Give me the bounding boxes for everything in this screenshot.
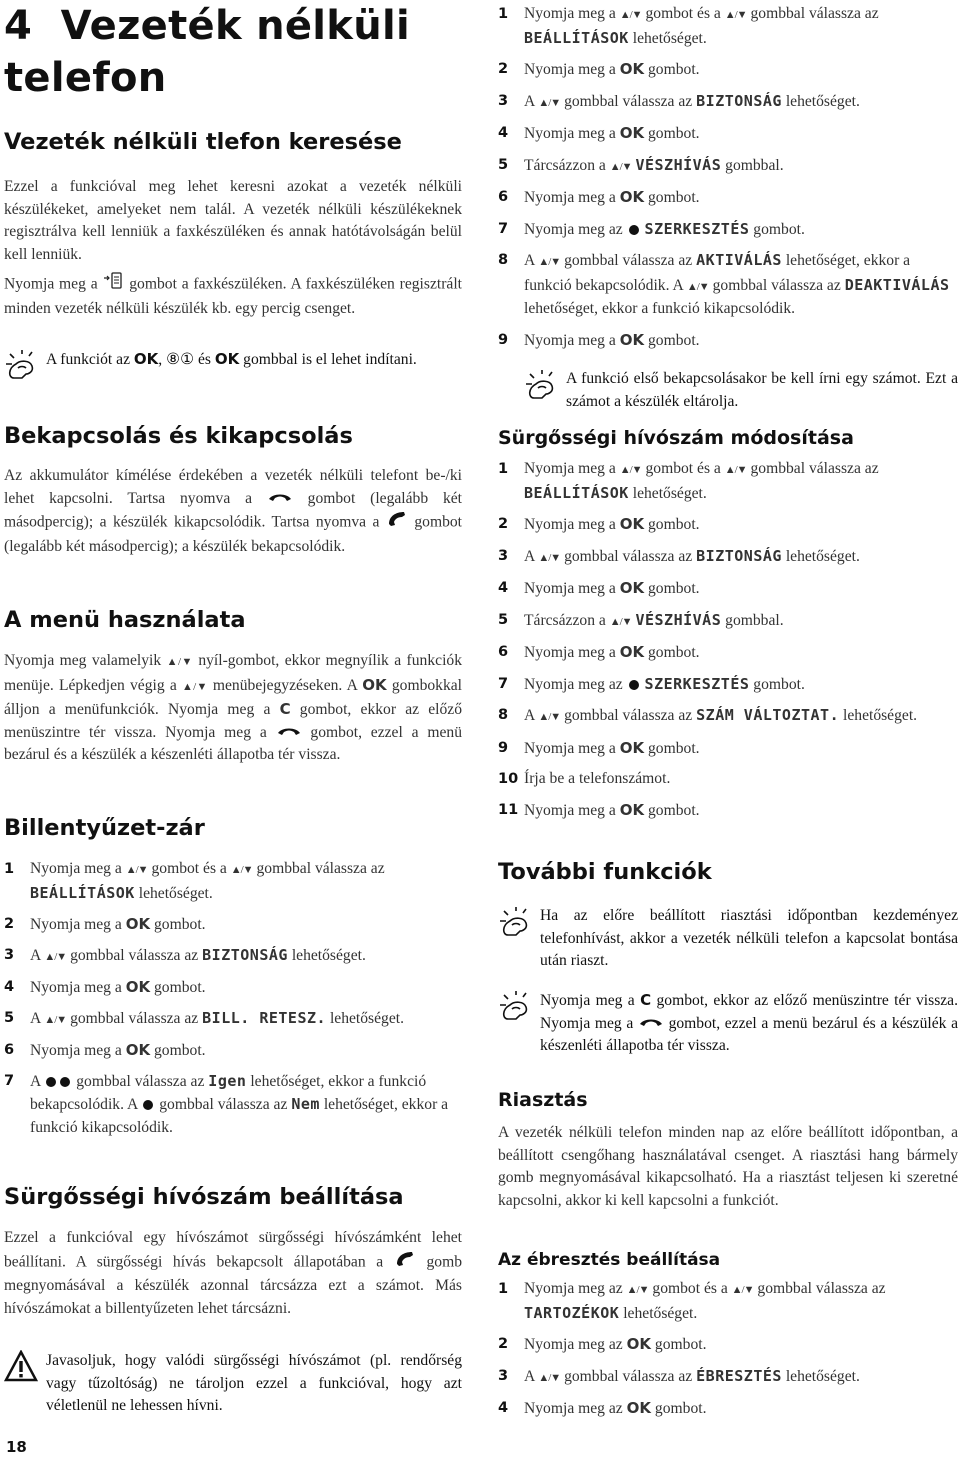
step-text-part: Nyomja meg a	[524, 125, 616, 142]
step-number: 6	[498, 644, 509, 660]
step-item	[498, 90, 958, 115]
chapter-title-line2: telefon	[4, 55, 167, 101]
up-down-arrows-icon: ▲/▼	[686, 280, 709, 293]
step-item	[498, 58, 958, 82]
ok-key: OK	[133, 350, 159, 368]
display-text: BILL. RETESZ.	[202, 1008, 327, 1027]
more-tip-2: Nyomja meg a C gombot, ekkor az előző menüszintre tér vissza. Nyomja meg a gombot, ezzel a menü bezárul és a készülék a készenléti állapotba tér vissza.	[498, 989, 958, 1058]
step-text-part: A	[30, 1009, 41, 1027]
step-number: 2	[4, 915, 15, 932]
step-text-part: Nyomja meg az	[524, 220, 623, 238]
ok-key: OK	[214, 350, 240, 368]
step-item	[498, 249, 958, 321]
step-text-part: gombbal válassza az	[750, 460, 879, 477]
ok-key: OK	[125, 977, 151, 996]
step-text	[524, 545, 958, 570]
step-text	[524, 218, 958, 242]
step-text-part: Nyomja meg az	[524, 1280, 623, 1297]
tip-lightbulb-icon	[4, 348, 46, 387]
step-text-part: lehetőséget.	[291, 946, 366, 964]
step-text-part: Nyomja meg a	[30, 978, 122, 996]
alarm-heading: Riasztás	[498, 1089, 588, 1111]
step-text	[524, 458, 958, 505]
ok-key: OK	[619, 188, 645, 206]
step-text-part: A	[30, 946, 41, 964]
step-number: 2	[498, 1336, 509, 1352]
ok-key: OK	[619, 579, 645, 597]
keylock-steps	[4, 858, 462, 1147]
step-item	[498, 513, 958, 537]
display-text: BEÁLLÍTÁSOK	[30, 883, 135, 902]
onoff-heading: Bekapcsolás és kikapcsolás	[4, 423, 353, 449]
step-text-part: gombot.	[648, 739, 700, 757]
step-text-part: Nyomja meg a	[524, 580, 616, 597]
up-down-arrows-icon: ▲/▼	[166, 656, 193, 668]
search-para1: Ezzel a funkcióval meg lehet keresni azokat a vezeték nélküli készülékeket, amelyeket nem talál. A vezeték nélküli készülékeknek regisztrálva kell lenniük a faxkészüléken és annak hatótávolságán belül kell lenniük.	[4, 178, 462, 263]
emergency-warning: Javasoljuk, hogy valódi sürgősségi hívószámot (pl. rendőrség vagy tűzoltóság) ne tároljon ezzel a funkcióval, hogy azt véletlenül ne lehessen hívni.	[4, 1350, 462, 1418]
step-text-part: Nyomja meg a	[524, 516, 616, 533]
keylock-heading: Billentyűzet-zár	[4, 815, 205, 841]
step-number: 4	[4, 978, 15, 995]
step-text	[524, 799, 958, 823]
step-number: 7	[498, 220, 509, 237]
step-text-part: A	[524, 252, 535, 269]
step-item	[4, 858, 462, 905]
step-item	[498, 1397, 958, 1421]
select-dot-icon	[627, 221, 641, 238]
step-text-part: Nyomja meg a	[524, 5, 616, 22]
step-text	[30, 858, 462, 905]
step-text-part: A	[524, 547, 535, 565]
step-number: 4	[498, 580, 509, 596]
step-number: 6	[498, 189, 509, 205]
step-item	[4, 976, 462, 1000]
display-text: BIZTONSÁG	[202, 945, 288, 964]
display-text: TARTOZÉKOK	[524, 1303, 620, 1322]
search-heading: Vezeték nélküli tlefon keresése	[4, 129, 402, 155]
step-item	[498, 154, 958, 179]
step-text-part: gombot.	[654, 1336, 707, 1353]
key-sequence: ⑧①	[166, 351, 195, 368]
step-text-part: gombbal válassza az	[159, 1096, 288, 1113]
step-number: 3	[4, 946, 15, 963]
ok-key: OK	[626, 1335, 652, 1353]
step-text-part: Nyomja meg a	[524, 189, 616, 206]
step-number: 4	[498, 125, 509, 141]
step-text-part: lehetőséget, ekkor a funkció bekapcsolódik. A	[30, 1072, 427, 1113]
step-text	[30, 1007, 462, 1032]
step-text	[524, 577, 958, 601]
step-item	[4, 1007, 462, 1032]
step-number: 9	[498, 331, 509, 348]
tip-lightbulb-icon	[524, 368, 566, 407]
display-text: SZÁM VÁLTOZTAT.	[696, 706, 840, 724]
step-text-part: gombot.	[648, 801, 700, 819]
step-number: 3	[498, 1367, 509, 1384]
step-text-part: Nyomja meg a	[524, 739, 616, 757]
step-item	[498, 218, 958, 242]
step-text-part: gombot.	[648, 331, 700, 349]
step-item	[498, 577, 958, 601]
step-text-part: gombbal válassza az	[564, 707, 693, 724]
step-text	[524, 609, 958, 634]
step-text	[524, 122, 958, 146]
step-text-part: gombbal válassza az	[564, 92, 693, 110]
step-item	[498, 329, 958, 353]
up-down-arrows-icon: ▲/▼	[230, 864, 253, 876]
step-text-part: lehetőséget.	[632, 29, 707, 47]
tip-lightbulb-icon	[498, 905, 540, 944]
step-text-part: gombbal válassza az	[76, 1072, 205, 1090]
step-number: 7	[498, 675, 509, 692]
step-text-part: Nyomja meg a	[30, 915, 122, 933]
step-item	[498, 737, 958, 761]
step-text	[30, 913, 462, 937]
display-text: BEÁLLÍTÁSOK	[524, 483, 629, 502]
up-down-arrows-icon: ▲/▼	[724, 464, 747, 476]
step-text-part: Nyomja meg az	[524, 1400, 623, 1417]
step-text-part: gombot.	[648, 516, 700, 533]
step-text-part: Nyomja meg az	[524, 675, 623, 693]
step-text	[524, 673, 958, 697]
step-text-part: gombbal válassza az	[750, 5, 879, 22]
step-text-part: gombot.	[654, 1400, 707, 1417]
step-text-part: lehetőséget, ekkor a funkció bekapcsolódik. A	[524, 252, 911, 294]
up-down-arrows-icon: ▲/▼	[626, 1284, 649, 1296]
search-tip: A funkciót az OK, ⑧① és OK gombbal is el lehet indítani.	[4, 348, 462, 387]
step-number: 2	[498, 516, 509, 532]
step-text-part: gombot.	[648, 580, 700, 597]
step-text-part: Tárcsázzon a	[524, 611, 606, 629]
step-text-part: gombot.	[648, 644, 700, 661]
step-text-part: Nyomja meg a	[524, 331, 616, 349]
ok-key: OK	[619, 124, 645, 142]
display-text: AKTIVÁLÁS	[696, 251, 782, 269]
step-text-part: gombot.	[154, 915, 206, 933]
step-text	[524, 186, 958, 210]
step-number: 4	[498, 1400, 509, 1416]
step-text-part: Tárcsázzon a	[524, 156, 606, 174]
page-number: 18	[6, 1438, 27, 1456]
step-number: 5	[4, 1009, 15, 1026]
up-down-arrows-icon: ▲/▼	[538, 1371, 561, 1384]
display-text: VÉSZHÍVÁS	[635, 155, 722, 174]
step-text	[30, 976, 462, 1000]
step-text	[524, 154, 958, 179]
up-down-arrows-icon: ▲/▼	[724, 9, 747, 21]
emergency-heading: Sürgősségi hívószám beállítása	[4, 1184, 404, 1210]
step-text-part: gombot.	[648, 189, 700, 206]
step-item	[498, 545, 958, 570]
c-key: C	[279, 700, 291, 718]
step-text-part: lehetőséget.	[623, 1304, 698, 1322]
up-down-arrows-icon: ▲/▼	[538, 711, 561, 723]
step-item	[498, 768, 958, 791]
c-key: C	[640, 991, 652, 1009]
step-text-part: Nyomja meg az	[524, 1336, 623, 1353]
chapter-title	[4, 0, 410, 104]
step-text-part: gombbal válassza az	[757, 1280, 886, 1297]
ok-key: OK	[619, 738, 645, 757]
chapter-number: 4	[4, 3, 33, 49]
step-number: 6	[4, 1041, 15, 1058]
up-down-arrows-icon: ▲/▼	[609, 160, 632, 173]
step-item	[498, 122, 958, 146]
step-text-part: gombbal válassza az	[564, 547, 693, 565]
step-item	[498, 1365, 958, 1390]
step-text	[524, 737, 958, 761]
step-text-part: gombot és a	[151, 860, 227, 877]
step-item	[498, 609, 958, 634]
step-item	[498, 704, 958, 729]
step-text-part: gombot és a	[645, 5, 721, 22]
step-text	[524, 249, 958, 321]
select-dot-icon	[44, 1073, 72, 1090]
step-text-part: Nyomja meg a	[524, 61, 616, 78]
onoff-para: Az akkumulátor kímélése érdekében a vezeték nélküli telefont be-/ki lehet kapcsolni. Tartsa nyomva a gombot (legalább két másodpercig); a készülék kikapcsolódik. Tartsa nyomva a gombot (legalább két másodpercig); a készülék bekapcsolódik.	[4, 467, 463, 555]
step-text	[524, 513, 958, 537]
step-text-part: gombbal válassza az	[70, 946, 199, 964]
step-text-part: lehetőséget.	[785, 547, 860, 565]
step-text-part: gombbal.	[725, 156, 784, 174]
step-item	[498, 458, 958, 505]
ok-key: OK	[619, 643, 645, 661]
step-text-part: lehetőséget, ekkor a funkció kikapcsolódik.	[30, 1096, 449, 1136]
up-down-arrows-icon: ▲/▼	[538, 551, 561, 564]
step-number: 7	[4, 1072, 15, 1089]
display-text: VÉSZHÍVÁS	[635, 610, 722, 629]
display-text: Igen	[208, 1071, 247, 1090]
step-text-part: gombot.	[648, 61, 700, 78]
step-text-part: lehetőséget, ekkor a funkció kikapcsolódik.	[524, 300, 796, 317]
display-text: BIZTONSÁG	[696, 546, 782, 565]
step-text-part: lehetőséget.	[632, 484, 707, 502]
step-text	[524, 1365, 958, 1390]
step-number: 1	[4, 861, 15, 877]
menu-heading: A menü használata	[4, 607, 246, 633]
step-text	[524, 3, 958, 50]
step-text-part: gombbal válassza az	[564, 1367, 693, 1385]
step-number: 8	[498, 707, 509, 723]
step-text-part: lehetőséget.	[785, 1367, 860, 1385]
step-text	[524, 329, 958, 353]
phone-handset-icon	[394, 1250, 416, 1276]
step-number: 1	[498, 1281, 509, 1297]
step-number: 5	[498, 156, 509, 173]
step-item	[4, 944, 462, 969]
display-text: ÉBRESZTÉS	[696, 1366, 782, 1385]
up-down-arrows-icon: ▲/▼	[619, 464, 642, 476]
menu-para: Nyomja meg valamelyik ▲/▼ nyíl-gombot, ekkor megnyílik a funkciók menüje. Lépkedjen végig a ▲/▼ menübejegyzéseken. A OK gombokkal álljon a menüfunkciók. Nyomja meg a C gombot, ekkor az előző menüszintre tér vissza. Nyomja meg a gombot, ezzel a menü bezárul és a készülék a készenléti állapotba tér vissza.	[4, 652, 463, 764]
up-down-arrows-icon: ▲/▼	[44, 1013, 67, 1026]
step-item	[498, 799, 958, 823]
ok-key: OK	[362, 675, 387, 694]
step-item	[498, 673, 958, 697]
step-text-part: gombot és a	[652, 1280, 728, 1297]
ok-key: OK	[619, 800, 645, 819]
step-number: 11	[498, 801, 519, 818]
step-text	[30, 944, 462, 969]
ok-key: OK	[125, 914, 151, 933]
step-text	[524, 1333, 958, 1357]
display-text: BEÁLLÍTÁSOK	[524, 28, 629, 47]
up-down-arrows-icon: ▲/▼	[44, 950, 67, 963]
ok-key: OK	[619, 330, 645, 349]
wake-heading: Az ébresztés beállítása	[498, 1250, 721, 1270]
step-text-part: A	[524, 1367, 535, 1385]
step-text-part: Nyomja meg a	[524, 801, 616, 819]
wake-steps	[498, 1278, 958, 1429]
step-text-part: gombot és a	[645, 460, 721, 477]
up-down-arrows-icon: ▲/▼	[619, 9, 642, 21]
step-text-part: gombot.	[154, 1041, 206, 1059]
right-tip: A funkció első bekapcsolásakor be kell írni egy számot. Ezt a számot a készülék eltárolja.	[498, 368, 958, 413]
phone-handset-icon	[638, 1013, 664, 1036]
step-text-part: Nyomja meg a	[524, 460, 616, 477]
step-text	[524, 1278, 958, 1325]
alarm-para: A vezeték nélküli telefon minden nap az előre beállított időpontban, a beállított csengőhang használatával csenget. A riasztási hang bármely gomb megnyomásával kikapcsolható. Ha a riasztást teljesen ki szeretné kapcsolni, akkor ki kell kapcsolni a funkciót.	[498, 1124, 958, 1209]
up-down-arrows-icon: ▲/▼	[181, 680, 208, 693]
step-number: 1	[498, 6, 509, 22]
phone-handset-icon	[386, 510, 408, 536]
step-text-part: lehetőséget.	[785, 92, 860, 110]
step-number: 8	[498, 252, 509, 268]
tip-lightbulb-icon	[498, 989, 540, 1028]
more-heading: További funkciók	[498, 859, 712, 885]
step-number: 3	[498, 92, 509, 109]
step-text	[30, 1039, 462, 1063]
step-item	[498, 641, 958, 665]
display-text: SZERKESZTÉS	[644, 674, 750, 693]
modify-steps	[498, 458, 958, 830]
phone-handset-icon	[267, 488, 293, 511]
step-item	[498, 186, 958, 210]
step-number: 10	[498, 771, 519, 787]
up-down-arrows-icon: ▲/▼	[125, 864, 148, 876]
step-text-part: gombbal válassza az	[564, 252, 693, 269]
step-text-part: gombbal válassza az	[712, 276, 841, 294]
step-item	[4, 1070, 462, 1140]
select-dot-icon	[141, 1096, 155, 1113]
step-text	[524, 58, 958, 82]
step-text	[524, 90, 958, 115]
step-text-part: gombot.	[154, 978, 206, 996]
step-number: 3	[498, 547, 509, 564]
warning-triangle-icon	[4, 1350, 46, 1387]
select-dot-icon	[627, 676, 641, 693]
step-item	[498, 1278, 958, 1325]
ok-key: OK	[619, 515, 645, 533]
step-text	[524, 1397, 958, 1421]
more-tip-1: Ha az előre beállított riasztási időpontban kezdeményez telefonhívást, akkor a vezeték nélküli telefon a kapcsolat bontása után riaszt.	[498, 905, 958, 973]
step-text-part: A	[524, 92, 535, 110]
ok-key: OK	[626, 1399, 652, 1417]
step-text-part: A	[524, 707, 535, 724]
step-text-part: lehetőséget.	[138, 884, 213, 902]
up-down-arrows-icon: ▲/▼	[538, 256, 561, 268]
step-number: 5	[498, 611, 509, 628]
step-text-part: Nyomja meg a	[30, 1041, 122, 1059]
up-down-arrows-icon: ▲/▼	[538, 96, 561, 109]
display-text: SZERKESZTÉS	[644, 219, 750, 238]
step-text	[30, 1070, 462, 1140]
display-text: BIZTONSÁG	[696, 91, 782, 110]
emergency-para: Ezzel a funkcióval egy hívószámot sürgősségi hívószámként lehet beállítani. A sürgősségi hívás bekapcsolt állapotában a gomb megnyomásával a készülék azonnal tárcsázza ezt a számot. Más hívószámokat a billentyűzeten lehet tárcsázni.	[4, 1229, 462, 1317]
step-text	[524, 641, 958, 665]
up-down-arrows-icon: ▲/▼	[731, 1284, 754, 1296]
phone-handset-icon	[276, 722, 302, 745]
step-item	[498, 3, 958, 50]
display-text: DEAKTIVÁLÁS	[844, 275, 950, 294]
step-text-part: Írja be a telefonszámot.	[524, 770, 671, 787]
step-item	[498, 1333, 958, 1357]
step-text-part: gombot.	[753, 675, 805, 693]
paging-icon	[102, 272, 124, 298]
step-text-part: gombot.	[648, 125, 700, 142]
emergency-setup-steps	[498, 3, 958, 360]
step-text-part: Nyomja meg a	[524, 644, 616, 661]
ok-key: OK	[125, 1040, 151, 1059]
up-down-arrows-icon: ▲/▼	[609, 615, 632, 628]
step-text-part: lehetőséget.	[329, 1009, 404, 1027]
step-number: 1	[498, 461, 509, 477]
step-text-part: gombot.	[753, 220, 805, 238]
step-item	[4, 913, 462, 937]
modify-heading: Sürgősségi hívószám módosítása	[498, 427, 854, 449]
step-text-part: gombbal válassza az	[70, 1009, 199, 1027]
search-para2: Nyomja meg a gombot a faxkészüléken. A faxkészüléken regisztrált minden vezeték nélküli készülék kb. egy percig csenget.	[4, 272, 462, 320]
chapter-title-line1: Vezeték nélküli	[60, 3, 410, 49]
step-number: 9	[498, 739, 509, 756]
step-item	[4, 1039, 462, 1063]
step-text	[524, 704, 958, 729]
step-text-part: gombbal.	[725, 611, 784, 629]
ok-key: OK	[619, 60, 645, 78]
step-text	[524, 768, 958, 791]
step-text-part: A	[30, 1072, 41, 1090]
display-text: Nem	[291, 1095, 320, 1113]
step-number: 2	[498, 61, 509, 77]
step-text-part: Nyomja meg a	[30, 860, 122, 877]
step-text-part: lehetőséget.	[843, 707, 918, 724]
step-text-part: gombbal válassza az	[256, 860, 385, 877]
